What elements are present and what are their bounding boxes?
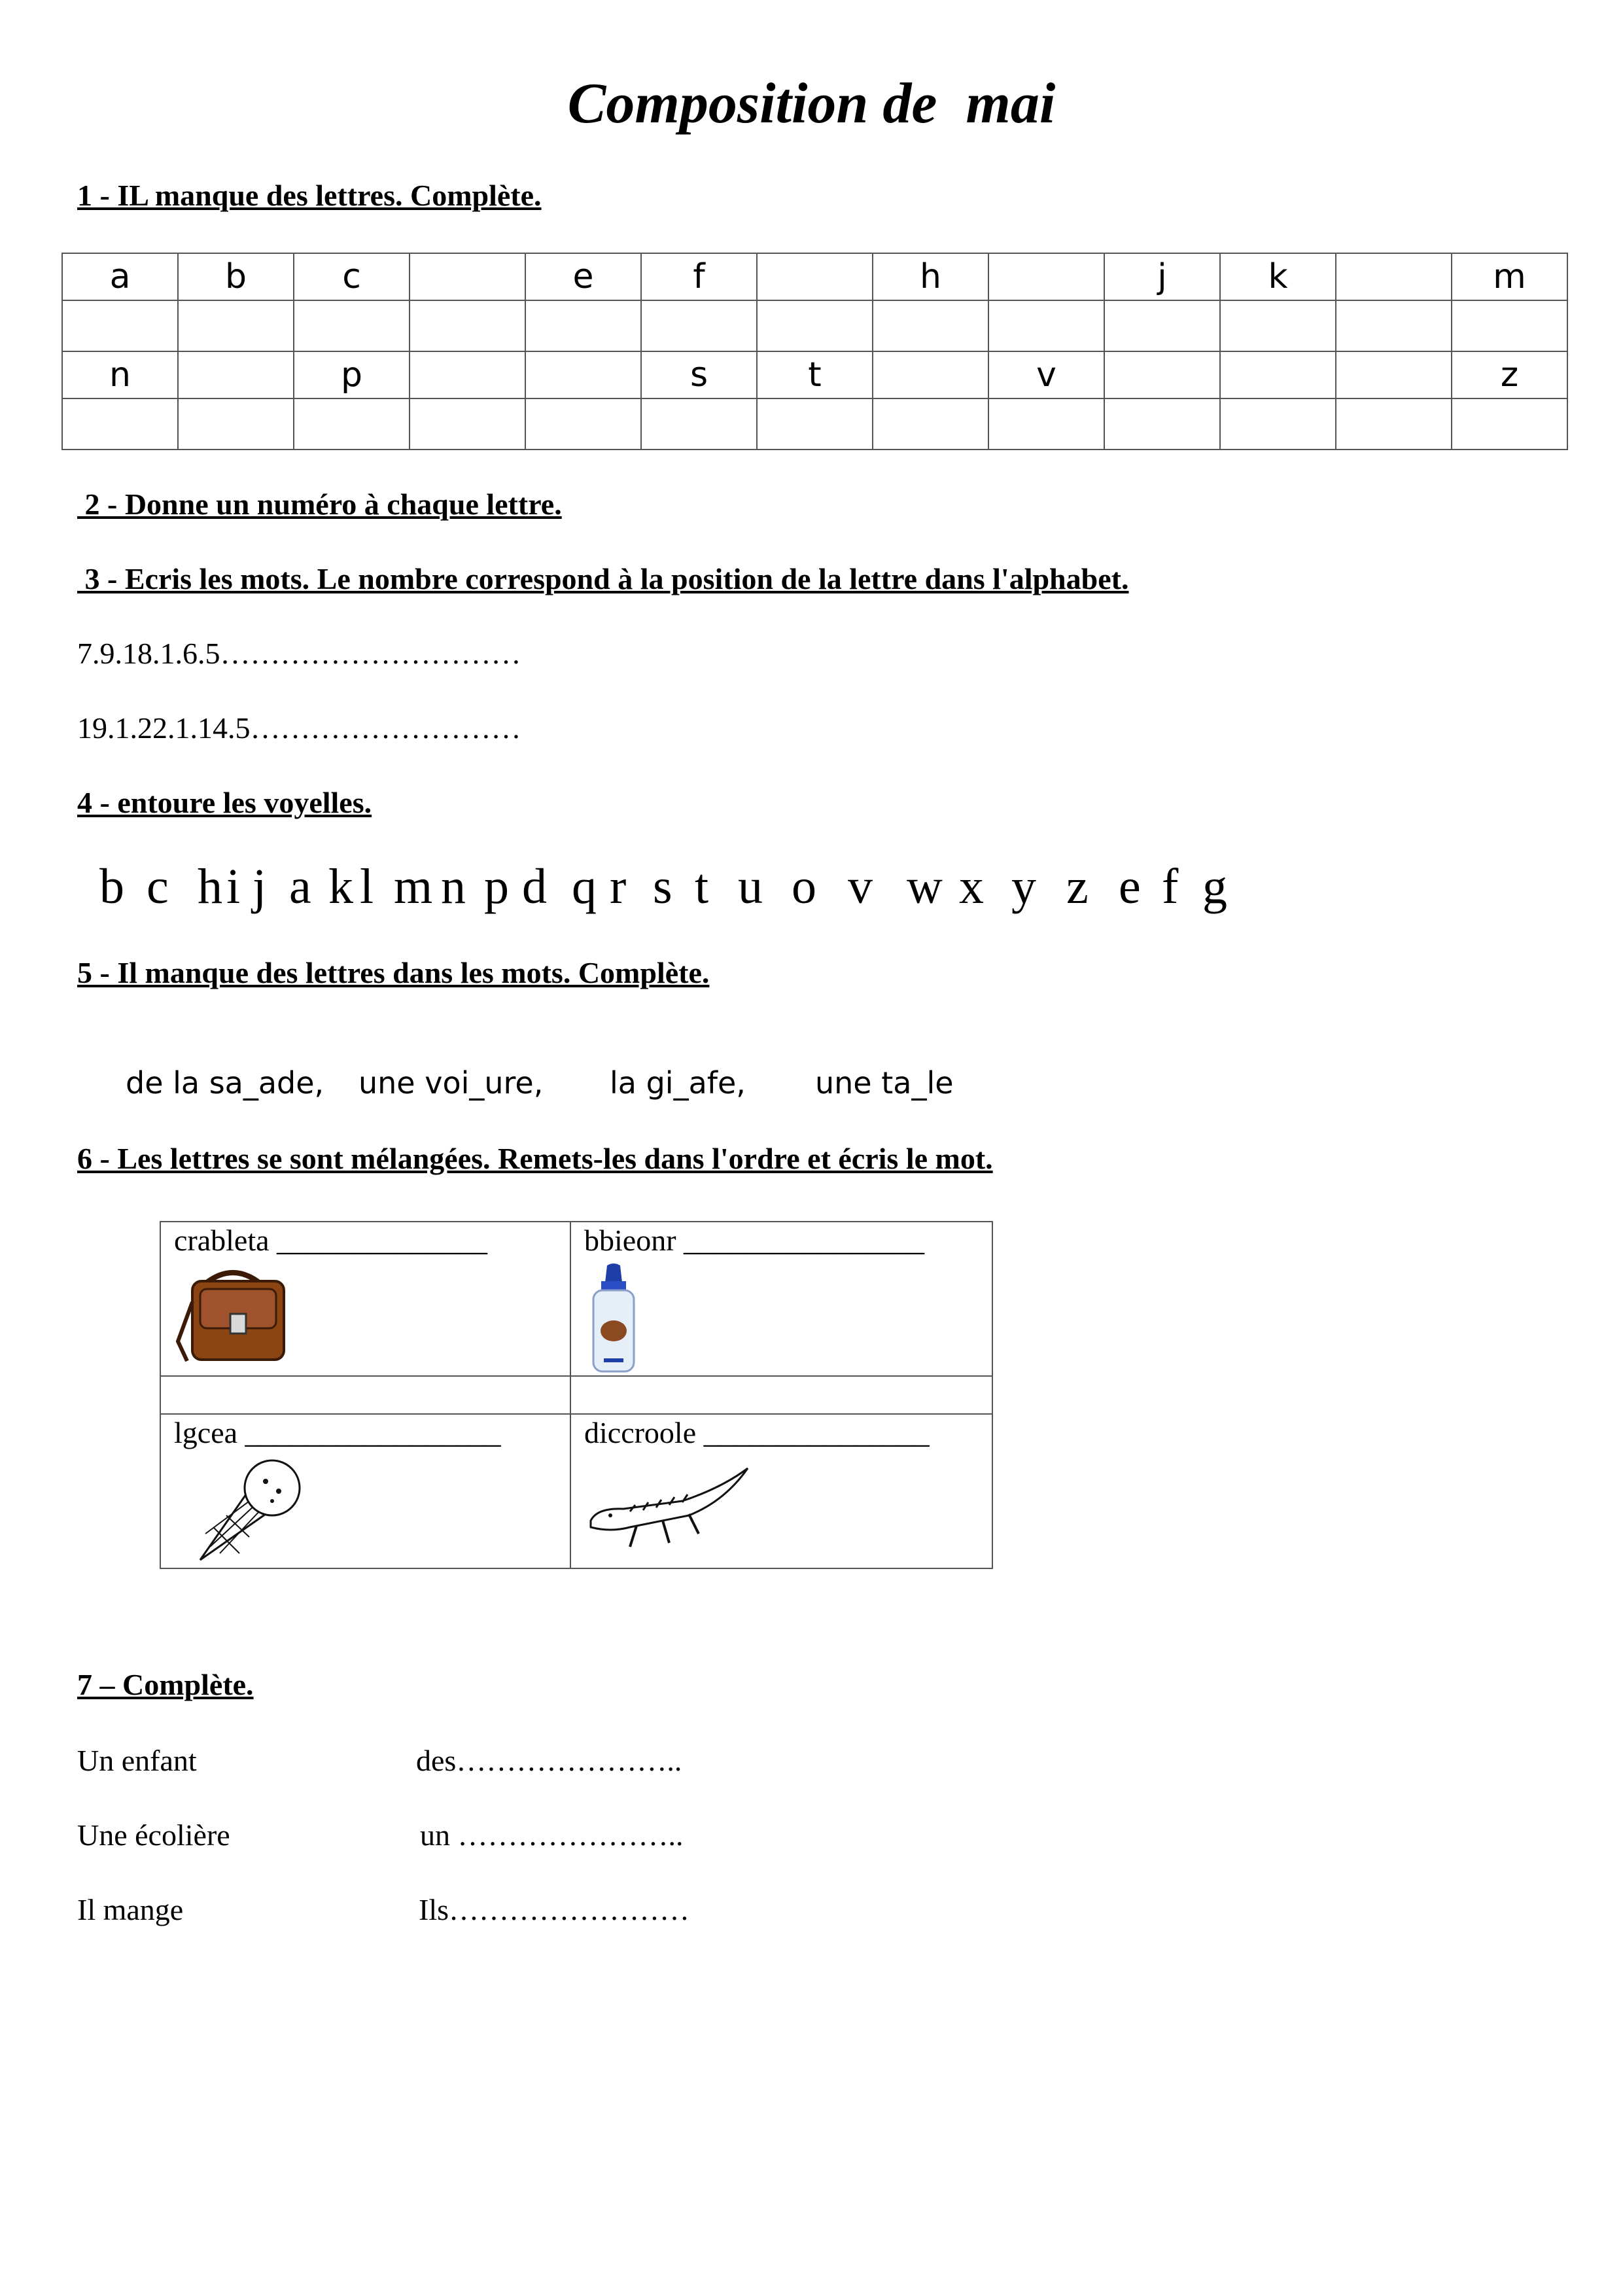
alphabet-cell: a — [62, 253, 178, 300]
number-cell[interactable] — [410, 398, 525, 450]
alphabet-cell[interactable] — [1220, 351, 1336, 398]
scramble-label[interactable]: lgcea _________________ — [174, 1416, 501, 1449]
number-cell[interactable] — [62, 300, 178, 351]
letter-item[interactable]: n — [441, 859, 466, 914]
scramble-label[interactable]: crableta ______________ — [174, 1224, 488, 1257]
spacer-cell — [160, 1376, 570, 1414]
code-line-2[interactable]: 19.1.22.1.14.5……………………… — [77, 711, 521, 745]
alphabet-cell: k — [1220, 253, 1336, 300]
letter-item[interactable]: w — [907, 859, 943, 914]
alphabet-cell[interactable] — [1104, 351, 1220, 398]
baby-bottle-icon — [584, 1263, 643, 1374]
letter-item[interactable]: u — [738, 859, 763, 914]
letter-item[interactable]: k — [328, 859, 353, 914]
letter-item[interactable]: t — [695, 859, 709, 914]
letter-item[interactable]: s — [653, 859, 672, 914]
alphabet-cell: b — [178, 253, 294, 300]
missing-letter-word[interactable]: de la sa_ade, — [126, 1065, 324, 1101]
number-cell[interactable] — [641, 398, 757, 450]
scramble-cell — [570, 1222, 992, 1376]
alphabet-table — [61, 253, 1568, 450]
alphabet-cell: t — [757, 351, 873, 398]
number-cell[interactable] — [873, 300, 988, 351]
section5-heading: 5 - Il manque des lettres dans les mots. Complète. — [77, 956, 710, 989]
alphabet-cell: e — [525, 253, 641, 300]
letter-item[interactable]: j — [253, 859, 267, 914]
alphabet-cell: j — [1104, 253, 1220, 300]
number-cell[interactable] — [988, 300, 1104, 351]
alphabet-row-1 — [62, 253, 1567, 300]
letter-item[interactable]: c — [147, 859, 169, 914]
alphabet-cell: h — [873, 253, 988, 300]
number-cell[interactable] — [525, 300, 641, 351]
alphabet-cell: z — [1452, 351, 1567, 398]
section2-heading: 2 - Donne un numéro à chaque lettre. — [77, 487, 562, 521]
number-row-1 — [62, 300, 1567, 351]
letter-item[interactable]: f — [1162, 859, 1179, 914]
ice-cream-cone-icon — [174, 1455, 318, 1566]
number-cell[interactable] — [988, 398, 1104, 450]
letter-item[interactable]: q — [572, 859, 597, 914]
number-cell[interactable] — [62, 398, 178, 450]
alphabet-cell: m — [1452, 253, 1567, 300]
alphabet-cell: v — [988, 351, 1104, 398]
spacer-cell — [570, 1376, 992, 1414]
scramble-cell — [570, 1414, 992, 1568]
letter-item[interactable]: e — [1119, 859, 1141, 914]
section1-heading: 1 - IL manque des lettres. Complète. — [77, 179, 542, 212]
number-cell[interactable] — [1104, 300, 1220, 351]
singular-phrase: Une écolière — [77, 1818, 230, 1852]
alphabet-cell: p — [294, 351, 410, 398]
scramble-cell — [160, 1222, 570, 1376]
letter-item[interactable]: r — [610, 859, 627, 914]
number-cell[interactable] — [1220, 300, 1336, 351]
number-cell[interactable] — [1220, 398, 1336, 450]
alphabet-cell[interactable] — [757, 253, 873, 300]
singular-phrase: Un enfant — [77, 1744, 197, 1777]
number-cell[interactable] — [178, 398, 294, 450]
alphabet-cell[interactable] — [1336, 253, 1452, 300]
number-cell[interactable] — [178, 300, 294, 351]
alphabet-cell[interactable] — [988, 253, 1104, 300]
number-row-2 — [62, 398, 1567, 450]
alphabet-cell[interactable] — [410, 351, 525, 398]
number-cell[interactable] — [410, 300, 525, 351]
number-cell[interactable] — [757, 398, 873, 450]
missing-letter-word[interactable]: une ta_le — [815, 1065, 954, 1101]
singular-phrase: Il mange — [77, 1893, 184, 1926]
letter-item[interactable]: o — [792, 859, 816, 914]
section4-heading: 4 - entoure les voyelles. — [77, 786, 372, 819]
alphabet-row-2 — [62, 351, 1567, 398]
letter-item[interactable]: g — [1202, 859, 1227, 914]
code-line-1[interactable]: 7.9.18.1.6.5………………………… — [77, 637, 521, 670]
alphabet-cell: f — [641, 253, 757, 300]
letter-item[interactable]: z — [1066, 859, 1089, 914]
number-cell[interactable] — [294, 300, 410, 351]
alphabet-cell: s — [641, 351, 757, 398]
letter-item[interactable]: i — [226, 859, 241, 914]
letter-item[interactable]: b — [99, 859, 124, 914]
scramble-label[interactable]: bbieonr ________________ — [584, 1224, 925, 1257]
number-cell[interactable] — [757, 300, 873, 351]
scramble-label[interactable]: diccroole _______________ — [584, 1416, 930, 1449]
crocodile-icon — [584, 1455, 754, 1560]
number-cell[interactable] — [1452, 300, 1567, 351]
section3-heading: 3 - Ecris les mots. Le nombre correspond à la position de la lettre dans l'alphabet. — [77, 562, 1129, 595]
number-cell[interactable] — [294, 398, 410, 450]
alphabet-cell[interactable] — [525, 351, 641, 398]
number-cell[interactable] — [525, 398, 641, 450]
number-cell[interactable] — [641, 300, 757, 351]
letter-item[interactable]: a — [289, 859, 311, 914]
letter-item[interactable]: d — [522, 859, 547, 914]
letter-item[interactable]: h — [198, 859, 222, 914]
schoolbag-icon — [174, 1263, 292, 1368]
page-title: Composition de mai — [567, 72, 1056, 135]
letter-item[interactable]: l — [360, 859, 374, 914]
number-cell[interactable] — [873, 398, 988, 450]
scramble-cell — [160, 1414, 570, 1568]
scrambled-words-table — [160, 1221, 993, 1569]
alphabet-cell[interactable] — [873, 351, 988, 398]
letter-item[interactable]: p — [484, 859, 509, 914]
alphabet-cell: c — [294, 253, 410, 300]
number-cell[interactable] — [1452, 398, 1567, 450]
letter-item[interactable]: v — [848, 859, 873, 914]
number-cell[interactable] — [1336, 300, 1452, 351]
plural-answer[interactable]: Ils…………………… — [419, 1893, 689, 1926]
letter-item[interactable]: y — [1011, 859, 1036, 914]
number-cell[interactable] — [1336, 398, 1452, 450]
number-cell[interactable] — [1104, 398, 1220, 450]
section6-heading: 6 - Les lettres se sont mélangées. Remets-les dans l'ordre et écris le mot. — [77, 1142, 993, 1175]
missing-letter-word[interactable]: une voi_ure, — [358, 1065, 544, 1101]
plural-answer[interactable]: un ………………….. — [420, 1818, 684, 1852]
missing-letter-word[interactable]: la gi_afe, — [610, 1065, 746, 1101]
alphabet-cell[interactable] — [410, 253, 525, 300]
plural-answer[interactable]: des………………….. — [416, 1744, 682, 1777]
alphabet-cell[interactable] — [1336, 351, 1452, 398]
alphabet-cell: n — [62, 351, 178, 398]
section7-heading: 7 – Complète. — [77, 1668, 254, 1701]
letter-item[interactable]: x — [959, 859, 984, 914]
alphabet-cell[interactable] — [178, 351, 294, 398]
letter-item[interactable]: m — [394, 859, 433, 914]
